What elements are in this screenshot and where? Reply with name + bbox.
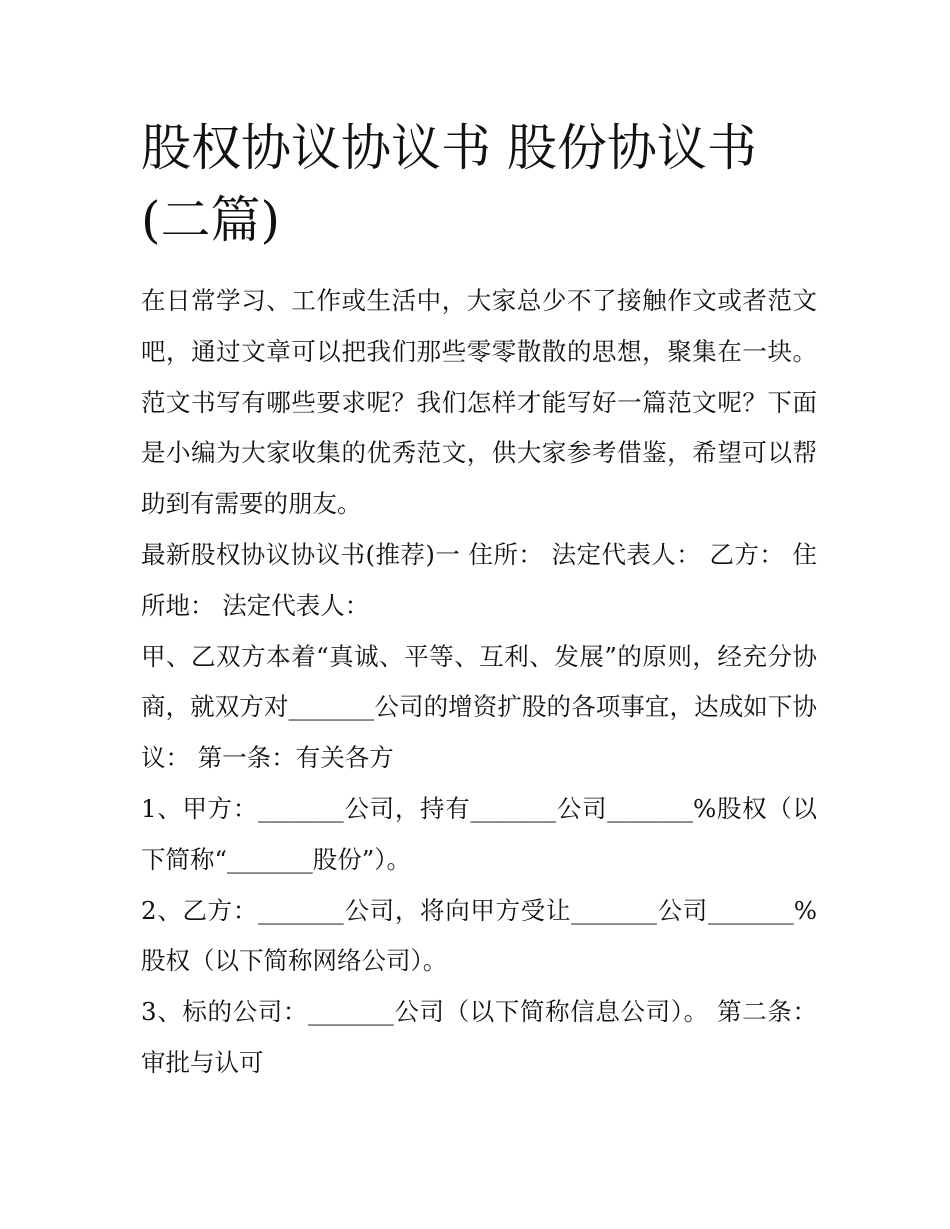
intro-paragraph: 在日常学习、工作或生活中，大家总少不了接触作文或者范文吧，通过文章可以把我们那些零零散散的思想，聚集在一块。范文书写有哪些要求呢？我们怎样才能写好一篇范文呢？下面是小编为大家收集的优秀范文，供大家参考借鉴，希望可以帮助到有需要的朋友。: [141, 286, 817, 519]
clause-party-b: 2、乙方：_______公司，将向甲方受让_______公司_______%股权（以下简称网络公司）。: [141, 895, 817, 976]
document-title: 股权协议协议书 股份协议书(二篇): [141, 119, 757, 249]
document-body: [141, 276, 817, 1089]
clause-party-a: 1、甲方：_______公司，持有_______公司_______%股权（以下简称“_______股份”）。: [141, 793, 817, 874]
clause-target-company: 3、标的公司：_______公司（以下简称信息公司）。 第二条：审批与认可: [141, 997, 817, 1077]
agreement-parties-paragraph: 最新股权协议协议书(推荐)一 住所： 法定代表人： 乙方： 住所地： 法定代表人：: [141, 539, 817, 620]
agreement-principle-paragraph: 甲、乙双方本着“真诚、平等、互利、发展”的原则，经充分协商，就双方对_______公司的增资扩股的各项事宜，达成如下协议： 第一条：有关各方: [141, 641, 817, 773]
